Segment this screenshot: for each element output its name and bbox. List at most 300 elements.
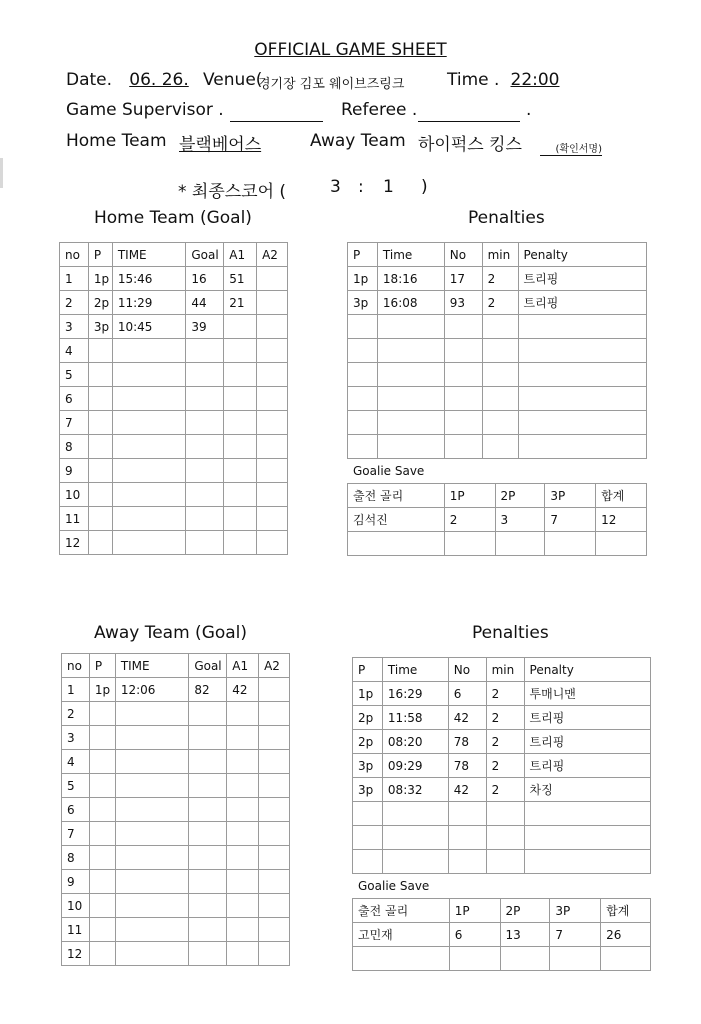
table-cell: 10 <box>60 483 89 507</box>
column-header: A1 <box>224 243 257 267</box>
table-cell <box>348 339 378 363</box>
table-cell <box>377 411 444 435</box>
table-cell <box>382 850 448 874</box>
home-goal-row <box>60 387 288 411</box>
column-header: P <box>353 658 383 682</box>
table-cell <box>88 483 112 507</box>
column-header: P <box>89 654 115 678</box>
away-penalty-row <box>353 682 651 706</box>
away-goal-row <box>62 846 290 870</box>
table-cell <box>89 798 115 822</box>
home-goal-row <box>60 459 288 483</box>
table-cell <box>259 894 290 918</box>
column-header: min <box>482 243 518 267</box>
table-cell: 16:29 <box>382 682 448 706</box>
column-header: TIME <box>112 243 186 267</box>
table-cell <box>189 894 227 918</box>
table-cell: 9 <box>62 870 90 894</box>
table-cell: 고민재 <box>353 923 450 947</box>
table-cell: 16 <box>186 267 224 291</box>
home-penalty-row <box>348 387 647 411</box>
home-penalty-row <box>348 411 647 435</box>
final-score-away: 1 <box>383 177 394 197</box>
table-cell <box>382 802 448 826</box>
table-cell <box>189 774 227 798</box>
table-cell <box>482 435 518 459</box>
table-cell <box>115 798 189 822</box>
column-header: Time <box>377 243 444 267</box>
table-cell: 3p <box>353 754 383 778</box>
table-cell: 42 <box>227 678 259 702</box>
table-cell <box>482 363 518 387</box>
table-cell <box>186 507 224 531</box>
column-header: 1P <box>449 899 500 923</box>
table-cell <box>444 435 482 459</box>
table-cell <box>224 339 257 363</box>
home-penalty-row <box>348 363 647 387</box>
column-header: 3P <box>550 899 601 923</box>
table-cell <box>186 363 224 387</box>
table-cell <box>348 315 378 339</box>
table-cell <box>259 702 290 726</box>
column-header: Time <box>382 658 448 682</box>
table-cell: 2 <box>486 682 524 706</box>
table-cell: 93 <box>444 291 482 315</box>
venue-label: Venue( <box>203 70 263 90</box>
home-goalie-header-row <box>348 484 647 508</box>
table-cell <box>259 846 290 870</box>
column-header: TIME <box>115 654 189 678</box>
confirm-signature: (확인서명) <box>540 140 602 156</box>
table-cell <box>189 726 227 750</box>
home-penalty-row <box>348 267 647 291</box>
column-header: No <box>448 658 486 682</box>
table-cell: 2 <box>482 291 518 315</box>
column-header: Penalty <box>524 658 650 682</box>
column-header: A2 <box>257 243 288 267</box>
table-cell <box>115 774 189 798</box>
table-cell: 2p <box>353 706 383 730</box>
table-cell <box>88 531 112 555</box>
final-score-label: * 최종스코어 ( <box>178 182 287 202</box>
table-cell <box>518 435 646 459</box>
table-cell <box>596 532 647 556</box>
home-goal-row <box>60 339 288 363</box>
table-cell: 1 <box>60 267 89 291</box>
table-cell: 13 <box>500 923 550 947</box>
table-cell <box>115 942 189 966</box>
away-penalty-row <box>353 850 651 874</box>
table-cell <box>448 826 486 850</box>
home-goalie-row <box>348 532 647 556</box>
table-cell: 2 <box>62 702 90 726</box>
table-cell <box>89 942 115 966</box>
table-cell <box>115 702 189 726</box>
table-cell: 11 <box>62 918 90 942</box>
table-cell: 7 <box>62 822 90 846</box>
time-label: Time . <box>447 70 500 90</box>
table-cell: 1 <box>62 678 90 702</box>
table-cell <box>257 507 288 531</box>
table-cell <box>224 435 257 459</box>
table-cell <box>518 315 646 339</box>
home-goal-row <box>60 531 288 555</box>
table-cell: 26 <box>601 923 651 947</box>
table-cell: 4 <box>60 339 89 363</box>
table-cell: 6 <box>448 682 486 706</box>
table-cell <box>257 411 288 435</box>
table-cell: 3p <box>88 315 112 339</box>
table-cell: 7 <box>60 411 89 435</box>
table-cell: 2 <box>444 508 495 532</box>
table-cell: 12:06 <box>115 678 189 702</box>
table-cell <box>224 387 257 411</box>
table-cell: 16:08 <box>377 291 444 315</box>
table-cell <box>112 483 186 507</box>
table-cell <box>88 411 112 435</box>
home-goal-header-row <box>60 243 288 267</box>
table-cell <box>348 411 378 435</box>
table-cell <box>382 826 448 850</box>
sheet-title: OFFICIAL GAME SHEET <box>254 40 447 60</box>
table-cell <box>189 870 227 894</box>
away-goal-row <box>62 894 290 918</box>
table-cell <box>257 291 288 315</box>
table-cell <box>448 802 486 826</box>
table-cell <box>115 870 189 894</box>
date-value: 06. 26. <box>129 70 189 90</box>
table-cell <box>227 846 259 870</box>
table-cell <box>257 363 288 387</box>
table-cell: 3 <box>495 508 545 532</box>
table-cell <box>224 483 257 507</box>
table-cell: 39 <box>186 315 224 339</box>
table-cell <box>89 846 115 870</box>
table-cell: 트리핑 <box>518 291 646 315</box>
table-cell <box>88 339 112 363</box>
table-cell <box>186 339 224 363</box>
final-score-close: ) <box>421 177 428 197</box>
table-cell <box>482 387 518 411</box>
table-cell <box>259 870 290 894</box>
table-cell <box>257 387 288 411</box>
table-cell <box>259 774 290 798</box>
table-cell <box>524 802 650 826</box>
away-goalie-row <box>353 947 651 971</box>
page-edge-mark <box>0 158 3 188</box>
away-penalty-header-row <box>353 658 651 682</box>
table-cell <box>189 846 227 870</box>
table-cell <box>495 532 545 556</box>
table-cell: 2 <box>482 267 518 291</box>
away-team-label: Away Team <box>310 131 406 151</box>
table-cell <box>112 435 186 459</box>
table-cell <box>189 822 227 846</box>
table-cell <box>88 363 112 387</box>
away-penalty-row <box>353 778 651 802</box>
column-header: no <box>60 243 89 267</box>
home-goalie-table <box>347 483 647 556</box>
table-cell <box>227 942 259 966</box>
table-cell <box>259 918 290 942</box>
table-cell: 44 <box>186 291 224 315</box>
home-goal-row <box>60 267 288 291</box>
table-cell <box>189 918 227 942</box>
table-cell: 21 <box>224 291 257 315</box>
table-cell <box>227 918 259 942</box>
column-header: 출전 골리 <box>353 899 450 923</box>
table-cell <box>89 702 115 726</box>
home-goal-row <box>60 315 288 339</box>
table-cell <box>227 822 259 846</box>
table-cell <box>486 826 524 850</box>
table-cell <box>186 483 224 507</box>
table-cell <box>88 507 112 531</box>
table-cell: 1p <box>88 267 112 291</box>
table-cell <box>518 411 646 435</box>
table-cell <box>89 894 115 918</box>
away-goal-row <box>62 822 290 846</box>
table-cell <box>259 798 290 822</box>
table-cell <box>257 315 288 339</box>
table-cell <box>115 918 189 942</box>
table-cell <box>353 802 383 826</box>
table-cell: 1p <box>89 678 115 702</box>
table-cell <box>224 531 257 555</box>
table-cell: 78 <box>448 730 486 754</box>
away-goal-row <box>62 870 290 894</box>
table-cell: 78 <box>448 754 486 778</box>
table-cell <box>444 339 482 363</box>
table-cell: 3 <box>60 315 89 339</box>
table-cell <box>259 750 290 774</box>
table-cell: 4 <box>62 750 90 774</box>
table-cell: 3p <box>353 778 383 802</box>
home-goal-row <box>60 291 288 315</box>
table-cell: 2 <box>486 778 524 802</box>
table-cell <box>444 363 482 387</box>
away-goal-row <box>62 942 290 966</box>
table-cell <box>353 826 383 850</box>
table-cell: 투매니맨 <box>524 682 650 706</box>
table-cell <box>518 387 646 411</box>
home-goalie-row <box>348 508 647 532</box>
column-header: No <box>444 243 482 267</box>
table-cell: 12 <box>60 531 89 555</box>
table-cell: 82 <box>189 678 227 702</box>
away-goal-row <box>62 726 290 750</box>
table-cell: 09:29 <box>382 754 448 778</box>
table-cell <box>112 363 186 387</box>
table-cell <box>377 387 444 411</box>
table-cell <box>550 947 601 971</box>
table-cell <box>524 850 650 874</box>
column-header: min <box>486 658 524 682</box>
final-score-home: 3 <box>330 177 341 197</box>
table-cell <box>88 459 112 483</box>
table-cell: 6 <box>62 798 90 822</box>
table-cell: 2p <box>353 730 383 754</box>
table-cell <box>112 411 186 435</box>
table-cell <box>227 798 259 822</box>
table-cell <box>500 947 550 971</box>
table-cell <box>189 750 227 774</box>
table-cell: 트리핑 <box>524 706 650 730</box>
home-penalty-row <box>348 315 647 339</box>
supervisor-blank <box>230 121 323 122</box>
table-cell: 11 <box>60 507 89 531</box>
table-cell <box>348 387 378 411</box>
column-header: 1P <box>444 484 495 508</box>
column-header: A1 <box>227 654 259 678</box>
table-cell: 트리핑 <box>524 754 650 778</box>
table-cell: 8 <box>60 435 89 459</box>
away-goal-row <box>62 798 290 822</box>
table-cell <box>377 363 444 387</box>
away-penalty-row <box>353 706 651 730</box>
venue-value: 경기장 김포 웨이브즈링크 <box>258 77 405 92</box>
table-cell <box>518 339 646 363</box>
table-cell <box>224 507 257 531</box>
table-cell <box>115 750 189 774</box>
away-penalty-row <box>353 754 651 778</box>
table-cell <box>224 411 257 435</box>
table-cell <box>524 826 650 850</box>
table-cell <box>601 947 651 971</box>
table-cell <box>227 894 259 918</box>
table-cell <box>115 822 189 846</box>
away-goal-row <box>62 918 290 942</box>
table-cell <box>227 702 259 726</box>
home-penalties-title: Penalties <box>468 208 545 228</box>
table-cell <box>115 894 189 918</box>
table-cell: 17 <box>444 267 482 291</box>
away-penalty-row <box>353 826 651 850</box>
column-header: A2 <box>259 654 290 678</box>
table-cell <box>112 531 186 555</box>
home-penalty-row <box>348 291 647 315</box>
table-cell <box>224 459 257 483</box>
table-cell <box>482 411 518 435</box>
home-penalty-row <box>348 339 647 363</box>
table-cell <box>89 750 115 774</box>
table-cell: 6 <box>449 923 500 947</box>
table-cell <box>259 726 290 750</box>
table-cell <box>348 532 445 556</box>
home-penalty-table <box>347 242 647 459</box>
referee-end: . <box>526 100 532 120</box>
table-cell <box>257 267 288 291</box>
table-cell: 5 <box>60 363 89 387</box>
home-goal-row <box>60 363 288 387</box>
away-goalie-header-row <box>353 899 651 923</box>
away-goal-header-row <box>62 654 290 678</box>
table-cell <box>482 339 518 363</box>
table-cell <box>227 870 259 894</box>
table-cell: 42 <box>448 706 486 730</box>
away-goal-row <box>62 750 290 774</box>
table-cell <box>259 942 290 966</box>
home-goal-row <box>60 507 288 531</box>
table-cell <box>115 846 189 870</box>
column-header: 3P <box>545 484 596 508</box>
table-cell: 10 <box>62 894 90 918</box>
column-header: 2P <box>500 899 550 923</box>
table-cell: 9 <box>60 459 89 483</box>
table-cell <box>186 387 224 411</box>
table-cell <box>348 435 378 459</box>
table-cell <box>89 870 115 894</box>
table-cell <box>545 532 596 556</box>
table-cell <box>444 411 482 435</box>
table-cell: 7 <box>545 508 596 532</box>
table-cell <box>189 798 227 822</box>
table-cell <box>257 435 288 459</box>
table-cell: 1p <box>353 682 383 706</box>
table-cell <box>88 435 112 459</box>
away-goal-row <box>62 702 290 726</box>
table-cell <box>482 315 518 339</box>
table-cell: 2p <box>88 291 112 315</box>
table-cell: 5 <box>62 774 90 798</box>
referee-label: Referee . <box>341 100 418 120</box>
table-cell <box>112 459 186 483</box>
table-cell <box>257 483 288 507</box>
away-goal-row <box>62 774 290 798</box>
table-cell <box>186 411 224 435</box>
table-cell: 트리핑 <box>524 730 650 754</box>
table-cell <box>257 531 288 555</box>
table-cell: 12 <box>62 942 90 966</box>
table-cell: 3 <box>62 726 90 750</box>
date-label: Date. <box>66 70 113 90</box>
table-cell <box>186 435 224 459</box>
table-cell: 42 <box>448 778 486 802</box>
time-value: 22:00 <box>510 70 560 90</box>
column-header: 출전 골리 <box>348 484 445 508</box>
referee-blank <box>418 121 520 122</box>
table-cell <box>189 942 227 966</box>
column-header: no <box>62 654 90 678</box>
table-cell <box>449 947 500 971</box>
away-goalie-table <box>352 898 651 971</box>
table-cell: 10:45 <box>112 315 186 339</box>
table-cell <box>89 918 115 942</box>
away-team-value: 하이퍽스 킹스 <box>418 135 522 155</box>
away-penalty-row <box>353 802 651 826</box>
home-goal-row <box>60 411 288 435</box>
table-cell: 7 <box>550 923 601 947</box>
table-cell <box>112 339 186 363</box>
home-team-value: 블랙베어스 <box>179 135 262 155</box>
table-cell <box>88 387 112 411</box>
table-cell <box>257 339 288 363</box>
table-cell <box>353 947 450 971</box>
table-cell <box>444 387 482 411</box>
supervisor-label: Game Supervisor . <box>66 100 224 120</box>
home-penalty-row <box>348 435 647 459</box>
column-header: 합계 <box>601 899 651 923</box>
table-cell <box>189 702 227 726</box>
home-goal-title: Home Team (Goal) <box>94 208 252 228</box>
table-cell <box>518 363 646 387</box>
column-header: Penalty <box>518 243 646 267</box>
away-goalie-row <box>353 923 651 947</box>
away-goalie-save-label: Goalie Save <box>358 879 430 893</box>
home-goal-table <box>59 242 288 555</box>
table-cell <box>89 726 115 750</box>
table-cell <box>89 774 115 798</box>
